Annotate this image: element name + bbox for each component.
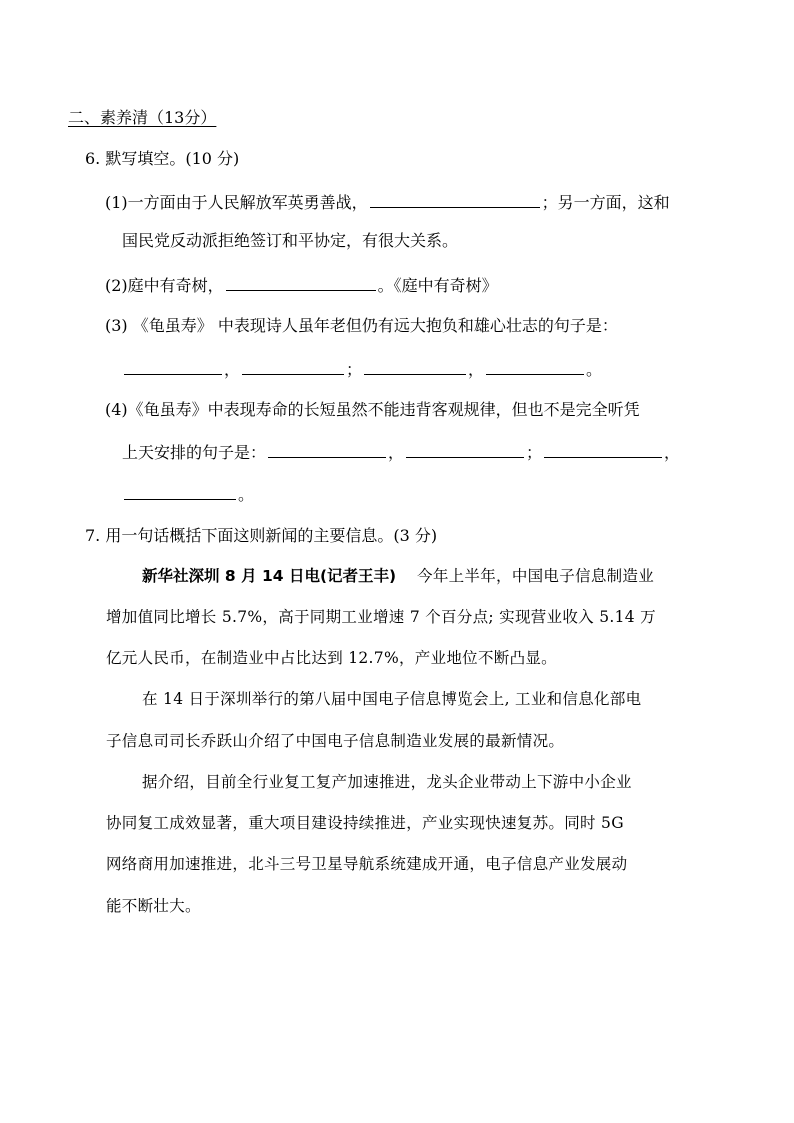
answer-blank[interactable]	[486, 358, 584, 375]
q6-item4-line2	[122, 441, 680, 463]
answer-blank[interactable]	[242, 358, 344, 375]
q6-item1-text-a: (1)一方面由于人民解放军英勇善战，	[105, 193, 368, 212]
answer-blank[interactable]	[124, 483, 236, 500]
section-heading: 二、素养清（13分）	[68, 108, 217, 127]
question-7-title: 7. 用一句话概括下面这则新闻的主要信息。(3 分)	[85, 526, 438, 545]
news-lead: 新华社深圳 8 月 14 日电(记者王丰)	[142, 567, 397, 585]
separator: ，	[664, 443, 681, 462]
q6-item3-blanks-line	[122, 358, 602, 380]
q6-item4-text-a: 上天安排的句子是：	[122, 443, 267, 462]
answer-blank[interactable]	[226, 274, 376, 291]
news-p2-line1: 在 14 日于深圳举行的第八届中国电子信息博览会上, 工业和信息化部电	[142, 690, 642, 708]
separator: 。	[238, 485, 255, 504]
separator: ；	[526, 443, 543, 462]
separator: ；	[346, 360, 363, 379]
separator: 。	[586, 360, 603, 379]
q6-item4-line3	[122, 483, 254, 505]
answer-blank[interactable]	[364, 358, 466, 375]
news-p1-text: 今年上半年，中国电子信息制造业	[417, 567, 655, 585]
answer-blank[interactable]	[370, 191, 540, 208]
news-p2-line2: 子信息司司长乔跃山介绍了中国电子信息制造业发展的最新情况。	[106, 732, 565, 750]
q6-item1-text-b: ；另一方面，这和	[541, 193, 670, 212]
news-p1-line2: 增加值同比增长 5.7%，高于同期工业增速 7 个百分点; 实现营业收入 5.14 万	[106, 608, 656, 626]
separator: ，	[224, 360, 241, 379]
separator: ，	[468, 360, 485, 379]
news-p3-line2: 协同复工成效显著，重大项目建设持续推进，产业实现快速复苏。同时 5G	[106, 814, 624, 832]
answer-blank[interactable]	[268, 441, 386, 458]
q6-item2-text-b: 。《庭中有奇树》	[377, 276, 498, 295]
question-6-title: 6. 默写填空。(10 分)	[85, 149, 240, 168]
q6-item3-line1: (3) 《龟虽寿》 中表现诗人虽年老但仍有远大抱负和雄心壮志的句子是：	[105, 316, 618, 335]
news-p3-line4: 能不断壮大。	[106, 897, 201, 915]
news-p1-line1	[142, 566, 654, 586]
q6-item4-line1: (4)《龟虽寿》中表现寿命的长短虽然不能违背客观规律，但也不是完全听凭	[105, 400, 640, 419]
news-p1-line3: 亿元人民币，在制造业中占比达到 12.7%，产业地位不断凸显。	[106, 649, 557, 667]
q6-item2-line	[105, 274, 498, 296]
q6-item1-line2: 国民党反动派拒绝签订和平协定，有很大关系。	[122, 231, 459, 250]
answer-blank[interactable]	[544, 441, 662, 458]
separator: ，	[388, 443, 405, 462]
q6-item2-text-a: (2)庭中有奇树，	[105, 276, 224, 295]
news-p3-line1: 据介绍，目前全行业复工复产加速推进，龙头企业带动上下游中小企业	[142, 773, 632, 791]
answer-blank[interactable]	[124, 358, 222, 375]
news-p3-line3: 网络商用加速推进，北斗三号卫星导航系统建成开通，电子信息产业发展动	[106, 855, 628, 873]
answer-blank[interactable]	[406, 441, 524, 458]
q6-item1-line1	[105, 191, 670, 213]
